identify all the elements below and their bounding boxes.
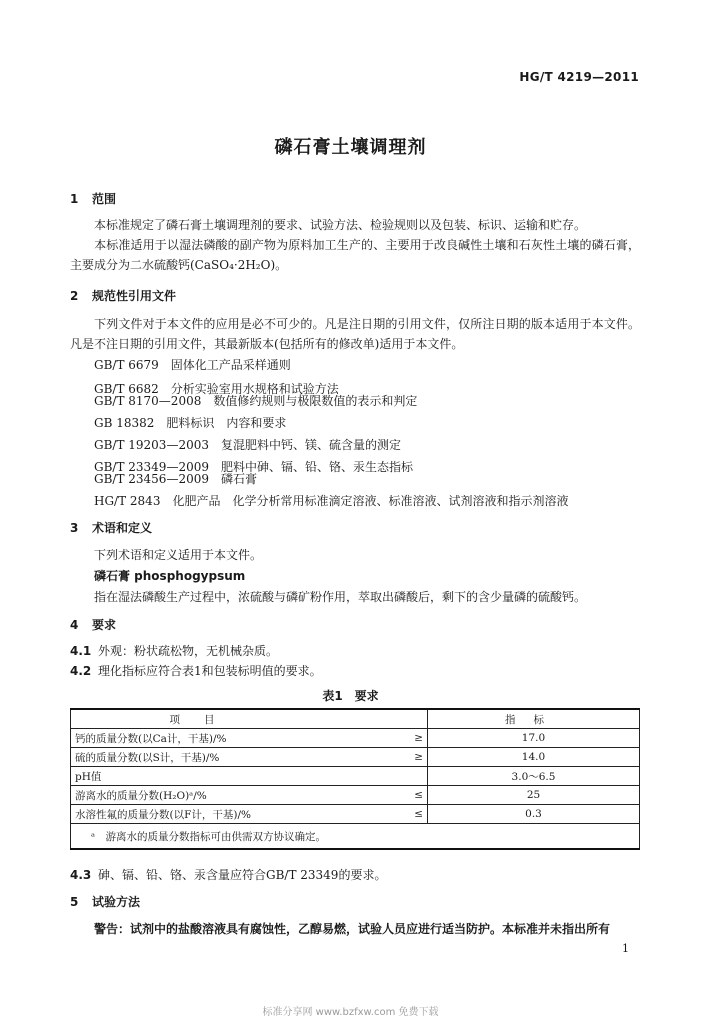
- table-footnote: ᵃ 游离水的质量分数指标可由供需双方协议确定。: [71, 824, 640, 850]
- reference-item: GB/T 23349—2009 肥料中砷、镉、铅、铬、汞生态指标: [94, 460, 413, 474]
- row-item: 钙的质量分数(以Ca计，干基)/%: [71, 729, 338, 748]
- reference-item: GB/T 8170—2008 数值修约规则与极限数值的表示和判定: [94, 394, 418, 408]
- row-relation: [337, 767, 428, 786]
- row-item: 硫的质量分数(以S计，干基)/%: [71, 748, 338, 767]
- requirements-table: [70, 708, 640, 850]
- table-row: [71, 748, 640, 767]
- header-value: 指标: [428, 709, 640, 729]
- paragraph-text: 本标准规定了磷石膏土壤调理剂的要求、试验方法、检验规则以及包装、标识、运输和贮存。: [94, 218, 587, 232]
- reference-item: HG/T 2843 化肥产品 化学分析常用标准滴定溶液、标准溶液、试剂溶液和指示剂溶液: [94, 494, 569, 508]
- term-entry: 磷石膏 phosphogypsum: [94, 569, 246, 583]
- row-relation: ≥: [337, 729, 428, 748]
- section-number: 5: [70, 895, 79, 909]
- reference-item: GB/T 19203—2003 复混肥料中钙、镁、硫含量的测定: [94, 438, 401, 452]
- reference-item: GB/T 6679 固体化工产品采样通则: [94, 358, 291, 372]
- table-row: [71, 767, 640, 786]
- row-relation: ≥: [337, 748, 428, 767]
- document-title: 磷石膏土壤调理剂: [274, 137, 427, 158]
- table-caption: 表1 要求: [322, 689, 379, 703]
- row-value: 14.0: [428, 748, 640, 767]
- section-3-heading: [70, 519, 152, 536]
- row-relation: ≤: [337, 805, 428, 824]
- section-2-paragraph: [70, 314, 640, 354]
- section-1-paragraph-2: [70, 235, 640, 275]
- clause-number: 4.1: [70, 644, 92, 658]
- paragraph-text: 本标准适用于以湿法磷酸的副产物为原料加工生产的、主要用于改良碱性土壤和石灰性土壤的磷石膏，主要成分为二水硫酸钙(CaSO₄·2H₂O)。: [70, 238, 640, 272]
- table-row: [71, 729, 640, 748]
- table-header-row: [71, 709, 640, 729]
- section-4-heading: [70, 616, 116, 633]
- section-3-intro: 下列术语和定义适用于本文件。: [94, 548, 263, 562]
- section-title: 术语和定义: [92, 521, 153, 535]
- clause-number: 4.3: [70, 868, 92, 882]
- header-item: 项目: [71, 709, 338, 729]
- table-row: [71, 805, 640, 824]
- row-item: 游离水的质量分数(H₂O)ᵃ/%: [71, 786, 338, 805]
- section-1-paragraph-1: [70, 215, 640, 235]
- table-row: [71, 786, 640, 805]
- clause-4-2: [70, 662, 322, 679]
- clause-text: 理化指标应符合表1和包装标明值的要求。: [98, 664, 322, 678]
- section-title: 试验方法: [92, 895, 141, 909]
- row-value: 25: [428, 786, 640, 805]
- section-title: 要求: [92, 618, 117, 632]
- table-footnote-row: [71, 824, 640, 850]
- reference-item: GB/T 23456—2009 磷石膏: [94, 472, 257, 486]
- clause-4-3: [70, 866, 386, 883]
- row-value: 3.0～6.5: [428, 767, 640, 786]
- section-5-heading: [70, 893, 140, 910]
- section-number: 3: [70, 521, 79, 535]
- section-title: 规范性引用文件: [92, 289, 177, 303]
- watermark-footer: 标准分享网 www.bzfxw.com 免费下载: [262, 1007, 439, 1018]
- term-definition: 指在湿法磷酸生产过程中，浓硫酸与磷矿粉作用，萃取出磷酸后，剩下的含少量磷的硫酸钙。: [94, 590, 587, 604]
- section-number: 1: [70, 192, 79, 206]
- section-1-heading: [70, 190, 116, 207]
- reference-item: GB 18382 肥料标识 内容和要求: [94, 416, 287, 430]
- warning-text: 警告：试剂中的盐酸溶液具有腐蚀性，乙醇易燃，试验人员应进行适当防护。本标准并未指出所有: [94, 922, 611, 936]
- section-2-heading: [70, 287, 176, 304]
- reference-item: GB/T 6682 分析实验室用水规格和试验方法: [94, 382, 339, 396]
- section-title: 范围: [92, 192, 117, 206]
- clause-number: 4.2: [70, 664, 92, 678]
- row-relation: ≤: [337, 786, 428, 805]
- section-number: 4: [70, 618, 79, 632]
- clause-text: 砷、镉、铅、铬、汞含量应符合GB/T 23349的要求。: [98, 868, 387, 882]
- row-item: 水溶性氟的质量分数(以F计，干基)/%: [71, 805, 338, 824]
- standard-number: HG/T 4219—2011: [519, 70, 639, 84]
- page-number: 1: [622, 942, 629, 955]
- clause-4-1: [70, 642, 278, 659]
- paragraph-text: 下列文件对于本文件的应用是必不可少的。凡是注日期的引用文件，仅所注日期的版本适用于本文件。凡是不注日期的引用文件，其最新版本(包括所有的修改单)适用于本文件。: [70, 317, 640, 351]
- row-value: 17.0: [428, 729, 640, 748]
- row-item: pH值: [71, 767, 338, 786]
- section-number: 2: [70, 289, 79, 303]
- clause-text: 外观：粉状疏松物，无机械杂质。: [98, 644, 279, 658]
- row-value: 0.3: [428, 805, 640, 824]
